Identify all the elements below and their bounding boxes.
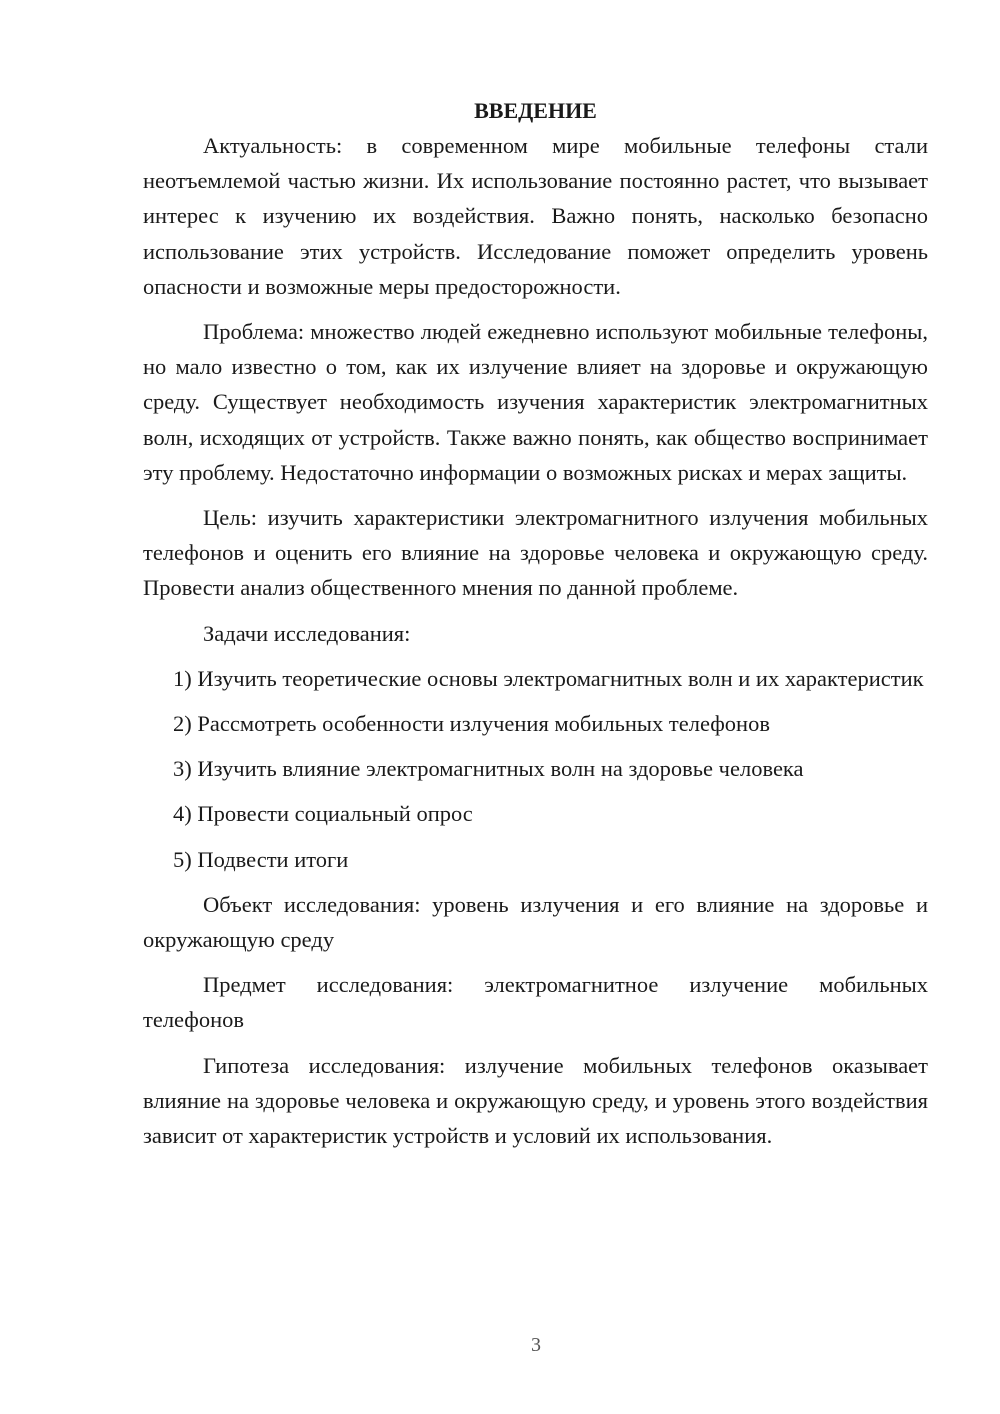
hypothesis-paragraph: Гипотеза исследования: излучение мобильных телефонов оказывает влияние на здоровье человека и окружающую среду, и уровень этого воздействия зависит от характеристик устройств и условий их использования. [143, 1052, 928, 1149]
problem-paragraph: Проблема: множество людей ежедневно используют мобильные телефоны, но мало известно о том, как их излучение влияет на здоровье и окружающую среду. Существует необходимость изучения характеристик электромагнитных волн, исходящих от устройств. Также важно понять, как общество воспринимает эту проблему. Недостаточно информации о возможных рисках и мерах защиты. [143, 319, 928, 485]
list-item: 1) Изучить теоретические основы электромагнитных волн и их характеристик [173, 665, 924, 691]
list-item: 3) Изучить влияние электромагнитных волн на здоровье человека [173, 756, 804, 782]
page-number: 3 [531, 1334, 541, 1356]
goal-paragraph: Цель: изучить характеристики электромагнитного излучения мобильных телефонов и оценить его влияние на здоровье человека и окружающую среду. Провести анализ общественного мнения по данной проблеме. [143, 505, 928, 601]
list-item: 4) Провести социальный опрос [173, 801, 473, 827]
page-title: ВВЕДЕНИЕ [474, 98, 597, 123]
subject-paragraph: Предмет исследования: электромагнитное излучение мобильных телефонов [143, 972, 928, 1033]
list-item: 2) Рассмотреть особенности излучения мобильных телефонов [173, 711, 770, 737]
relevance-paragraph: Актуальность: в современном мире мобильные телефоны стали неотъемлемой частью жизни. Их использование постоянно растет, что вызывает интерес к изучению их воздействия. Важно понять, насколько безопасно использование этих устройств. Исследование поможет определить уровень опасности и возможные меры предосторожности. [143, 133, 928, 299]
tasks-title: Задачи исследования: [203, 620, 411, 646]
page-body [143, 94, 928, 1153]
tasks-list [143, 661, 928, 877]
object-paragraph: Объект исследования: уровень излучения и его влияние на здоровье и окружающую среду [143, 891, 928, 953]
list-item: 5) Подвести итоги [173, 846, 349, 872]
